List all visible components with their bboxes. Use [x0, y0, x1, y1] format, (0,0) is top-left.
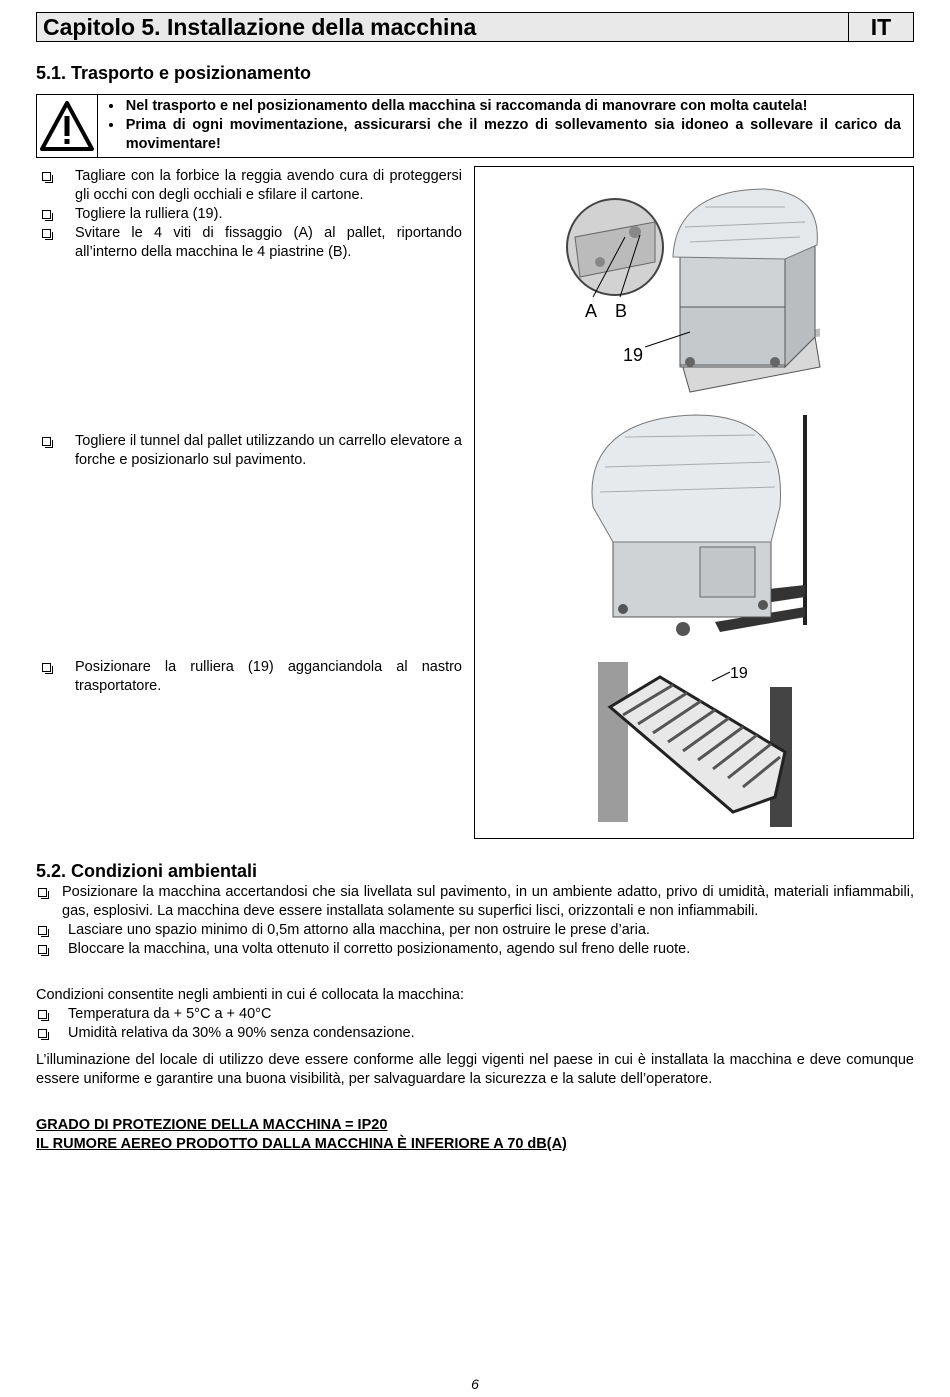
page-number: 6 [471, 1376, 479, 1392]
chapter-header [36, 12, 914, 42]
list-item: Svitare le 4 viti di fissaggio (A) al pallet, riportando all’interno della macchina le 4 piastrine (B). [36, 224, 462, 262]
conditions-intro: Condizioni consentite negli ambienti in cui é collocata la macchina: [36, 987, 464, 1003]
list-item: Togliere la rulliera (19). [36, 205, 462, 224]
warning-box [36, 94, 914, 158]
checkbox-bullet-icon [42, 437, 51, 446]
list-item: Umidità relativa da 30% a 90% senza condensazione. [36, 1024, 914, 1043]
list-item: Temperatura da + 5°C a + 40°C [36, 1005, 914, 1024]
checkbox-bullet-icon [38, 945, 47, 954]
checkbox-bullet-icon [42, 229, 51, 238]
label-a: A [585, 301, 598, 321]
checkbox-bullet-icon [42, 663, 51, 672]
checkbox-bullet-icon [42, 172, 51, 181]
list-item: Lasciare uno spazio minimo di 0,5m attorno alla macchina, per non ostruire le prese d’aria. [36, 921, 914, 940]
steps-list-lift [36, 432, 462, 470]
warning-item: • Prima di ogni movimentazione, assicurarsi che il mezzo di sollevamento sia idoneo a sollevare il carico da movimentare! [124, 116, 901, 154]
figure-forklift [592, 415, 807, 636]
figure-roller-conveyor [598, 662, 792, 827]
list-item: Bloccare la macchina, una volta ottenuto il corretto posizionamento, agendo sul freno delle ruote. [36, 940, 914, 959]
installation-illustrations [475, 167, 913, 838]
list-item: Tagliare con la forbice la reggia avendo cura di proteggersi gli occhi con degli occhiali e sfilare il cartone. [36, 167, 462, 205]
figure-panel [474, 166, 914, 839]
checkbox-bullet-icon [38, 888, 47, 897]
list-item: Posizionare la rulliera (19) agganciandola al nastro trasportatore. [36, 658, 462, 696]
checkbox-bullet-icon [38, 1029, 47, 1038]
label-b: B [615, 301, 628, 321]
noise-level: IL RUMORE AEREO PRODOTTO DALLA MACCHINA È INFERIORE A 70 dB(A) [36, 1136, 567, 1152]
checkbox-bullet-icon [38, 926, 47, 935]
checkbox-bullet-icon [38, 1010, 47, 1019]
checkbox-bullet-icon [42, 210, 51, 219]
label-roller-2: 19 [730, 665, 748, 682]
section-title-transport: 5.1. Trasporto e posizionamento [36, 63, 312, 83]
warning-item: • Nel trasporto e nel posizionamento della macchina si raccomanda di manovrare con molta cautela! [124, 97, 901, 116]
chapter-title: Capitolo 5. Installazione della macchina [43, 14, 477, 40]
warning-triangle-icon [39, 100, 95, 152]
figure-machine-on-pallet [567, 189, 820, 392]
section-title-environment: 5.2. Condizioni ambientali [36, 861, 258, 881]
warning-list [98, 95, 913, 157]
steps-list-unpack [36, 167, 462, 262]
environment-list [36, 883, 914, 959]
lighting-paragraph: L’illuminazione del locale di utilizzo deve essere conforme alle leggi vigenti nel paese in cui è installata la macchina e deve comunque essere uniforme e garantire una buona visibilità, per salvaguardare la sicurezza e la salute dell’operatore. [36, 1052, 914, 1087]
steps-list-roller [36, 658, 462, 696]
conditions-list [36, 1005, 914, 1043]
list-item: Posizionare la macchina accertandosi che sia livellata sul pavimento, in un ambiente adatto, privo di umidità, materiali infiammabili, gas, esplosivi. La macchina deve essere installata solamente su superfici lisci, orizzontali e non infiammabili. [36, 883, 914, 921]
label-roller-1: 19 [623, 345, 644, 365]
language-code: IT [848, 13, 913, 41]
list-item: Togliere il tunnel dal pallet utilizzando un carrello elevatore a forche e posizionarlo sul pavimento. [36, 432, 462, 470]
protection-grade: GRADO DI PROTEZIONE DELLA MACCHINA = IP20 [36, 1117, 388, 1133]
